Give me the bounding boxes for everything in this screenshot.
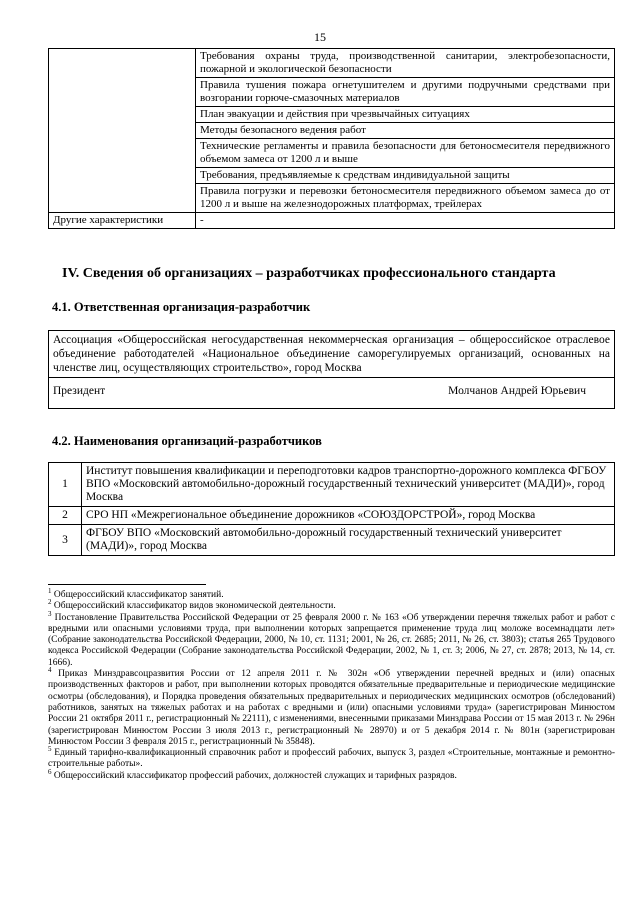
other-characteristics-label: Другие характеристики — [49, 213, 196, 229]
table-cell: Правила тушения пожара огнетушителем и другими подручными средствами при возгорании горюче-смазочных материалов — [196, 78, 615, 107]
footnote-mark: 1 — [48, 586, 52, 595]
footnote-text: Общероссийский классификатор профессий рабочих, должностей служащих и тарифных разрядов. — [53, 770, 457, 781]
developers-heading: 4.2. Наименования организаций-разработчиков — [52, 434, 322, 448]
footnote — [48, 665, 615, 748]
section-title: IV. Сведения об организациях – разработчиках профессионального стандарта — [62, 266, 556, 281]
footnote-text: Общероссийский классификатор занятий. — [53, 590, 224, 600]
footnote-text: Единый тарифно-квалификационный справочник работ и профессий рабочих, выпуск 3, раздел «Строительные, монтажные и ремонтно-строительные работы». — [48, 748, 616, 770]
responsible-org-table — [48, 330, 615, 409]
footnote — [48, 745, 616, 771]
footnote-mark: 6 — [48, 767, 52, 776]
table-row — [49, 525, 615, 556]
row-number: 3 — [49, 525, 82, 556]
table-row — [49, 463, 615, 507]
table-row — [49, 507, 615, 525]
row-number: 1 — [49, 463, 82, 507]
footnote-mark: 5 — [48, 745, 52, 753]
table-cell: Требования, предъявляемые к средствам индивидуальной защиты — [196, 168, 615, 184]
signatory-cell — [49, 378, 615, 409]
footnote-mark: 3 — [48, 609, 52, 618]
table-row — [49, 213, 615, 229]
footnote — [48, 586, 615, 601]
developers-table — [48, 462, 615, 556]
developer-name: Институт повышения квалификации и переподготовки кадров транспортно-дорожного комплекса ФГБОУ ВПО «Московский автомобильно-дорожный государственный технический университет (МАДИ)», город Москва — [82, 463, 615, 507]
footnote-text: Общероссийский классификатор видов экономической деятельности. — [53, 601, 336, 612]
footnote-text: Приказ Минздравсоцразвития России от 12 апреля 2011 г. № 302н «Об утверждении перечней вредных и (или) опасных производственных факторов и работ, при выполнении которых проводятся обязательные предварительные и периодические медицинские осмотры (обследования), и Порядка проведения обязательных предварительных и периодических медицинских осмотров (обследований) работников, занятых на тяжелых работах и на работах с вредными и (или) опасными условиями труда» (зарегистрирован Минюстом России 21 октября 2011 г., регистрационный № 22111), с изменениями, внесенными приказами Минздрава России от 15 мая 2013 г. № 296н (зарегистрирован Минюстом России 3 июля 2013 г., регистрационный № 28970) и от 5 декабря 2014 г. № 801н (зарегистрирован Минюстом России 3 февраля 2015 г., регистрационный № 35848). — [48, 669, 615, 747]
footnote — [48, 598, 615, 612]
footnote-mark: 2 — [48, 598, 52, 607]
table-cell: Технические регламенты и правила безопасности для бетоносмесителя передвижного объемом замеса от 1200 л и выше — [196, 139, 615, 168]
table-row — [49, 331, 615, 378]
footnote — [48, 767, 615, 782]
footnote — [48, 609, 616, 669]
footnote-mark: 4 — [48, 665, 52, 674]
table-row — [49, 378, 615, 409]
other-characteristics-value: - — [196, 213, 615, 229]
table-cell: План эвакуации и действия при чрезвычайных ситуациях — [196, 107, 615, 123]
page-number: 15 — [314, 30, 326, 44]
table-cell: Методы безопасного ведения работ — [196, 123, 615, 139]
table-row — [49, 49, 615, 78]
footnote-divider — [48, 584, 206, 585]
footnotes — [48, 586, 616, 782]
position-label: Президент — [53, 385, 106, 397]
person-name: Молчанов Андрей Юрьевич — [448, 385, 586, 397]
footnote-text: Постановление Правительства Российской Федерации от 25 февраля 2000 г. № 163 «Об утверждении перечня тяжелых работ и работ с вредными или опасными условиями труда, при выполнении которых запрещается применение труда лиц моложе восемнадцати лет» (Собрание законодательства Российской Федерации, 2000, № 10, ст. 1131; 2001, № 26, ст. 2685; 2011, № 26, ст. 3803); статья 265 Трудового кодекса Российской Федерации (Собрание законодательства Российской Федерации, 2002, № 1, ст. 3; 2006, № 27, ст. 2878; 2013, № 14, ст. 1666). — [48, 612, 616, 668]
table-cell: Правила погрузки и перевозки бетоносмесителя передвижного объемом замеса до от 1200 л и выше на железнодорожных платформах, трейлерах — [196, 184, 615, 213]
org-name: Ассоциация «Общероссийская негосударственная некоммерческая организация – общероссийское отраслевое объединение работодателей «Национальное объединение саморегулируемых организаций, основанных на членстве лиц, осуществляющих строительство», город Москва — [49, 331, 615, 378]
row-number: 2 — [49, 507, 82, 525]
developer-name: СРО НП «Межрегиональное объединение дорожников «СОЮЗДОРСТРОЙ», город Москва — [82, 507, 615, 525]
table-cell-empty — [49, 49, 196, 213]
table-cell: Требования охраны труда, производственной санитарии, электробезопасности, пожарной и экологической безопасности — [196, 49, 615, 78]
requirements-table — [48, 48, 615, 229]
responsible-heading: 4.1. Ответственная организация-разработчик — [52, 300, 311, 314]
developer-name: ФГБОУ ВПО «Московский автомобильно-дорожный государственный технический университет (МАДИ)», город Москва — [82, 525, 615, 556]
